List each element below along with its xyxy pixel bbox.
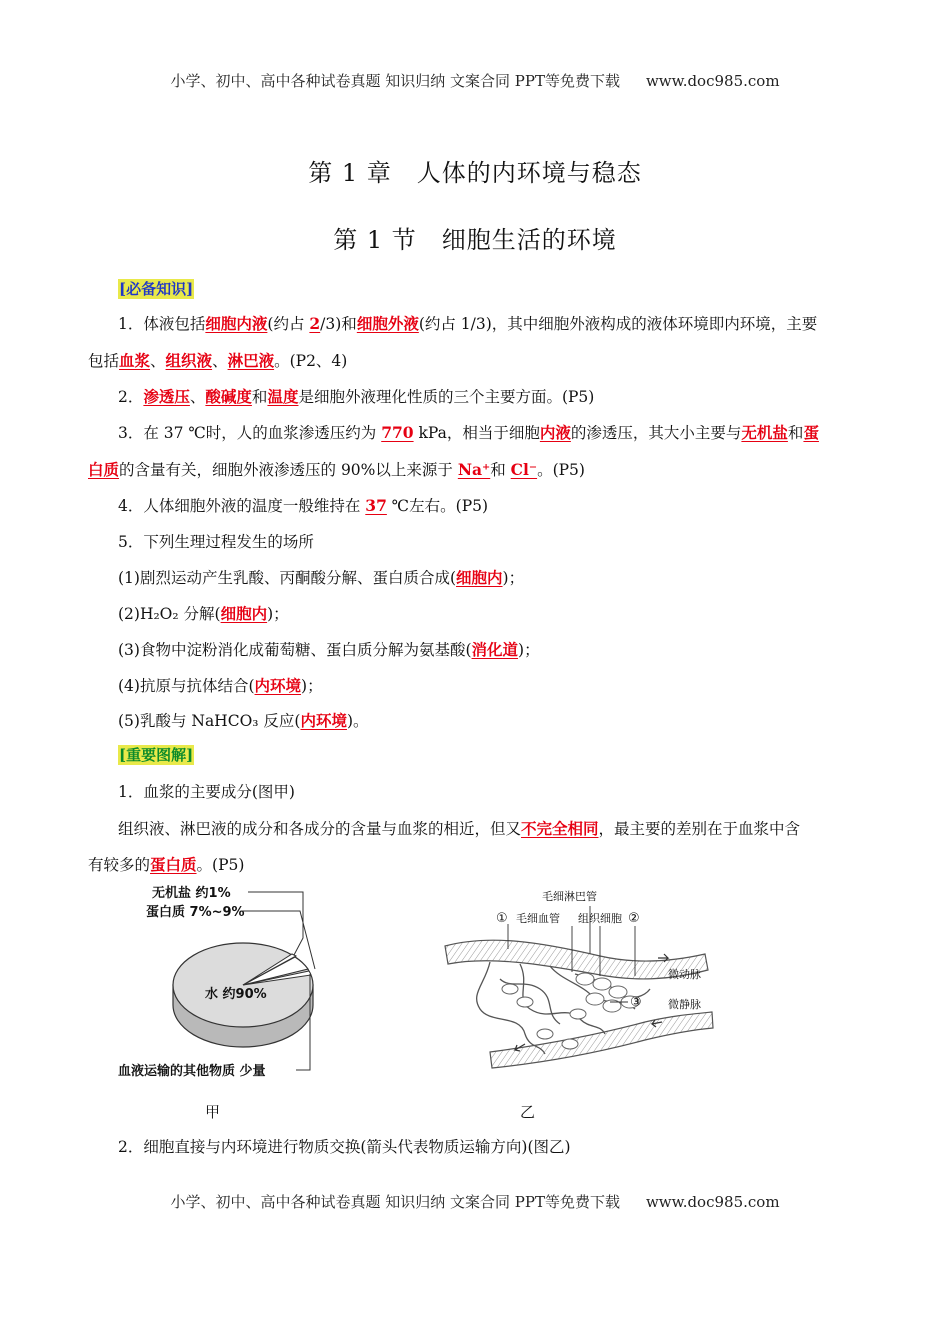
knowledge-item-4 — [118, 495, 898, 517]
answer: 组织液 — [165, 351, 213, 370]
answer: 细胞内 — [220, 604, 268, 623]
label-protein: 蛋白质 7%~9% — [146, 905, 245, 920]
text: (5)乳酸与 NaHCO₃ 反应( — [118, 712, 301, 730]
text: 和 — [490, 461, 511, 479]
label-n2: ② — [628, 911, 640, 926]
label-venule: 微静脉 — [668, 998, 701, 1011]
answer: 770 — [381, 423, 414, 442]
answer: 白质 — [88, 460, 120, 479]
knowledge-item-5-4 — [118, 675, 898, 697]
text: 、 — [189, 388, 206, 406]
answer: 无机盐 — [741, 423, 788, 442]
answer: 渗透压 — [143, 387, 190, 406]
answer: 内液 — [539, 423, 571, 442]
text: )； — [301, 677, 323, 695]
text: 和 — [251, 388, 268, 406]
section-title: 第 1 节 细胞生活的环境 — [333, 226, 617, 254]
text: 是细胞外液理化性质的三个主要方面。(P5) — [298, 388, 595, 406]
label-lymph-capillary: 毛细淋巴管 — [542, 890, 597, 903]
answer: 消化道 — [471, 640, 519, 659]
diagram-item-1-text-cont — [88, 854, 868, 876]
text: 有较多的 — [88, 856, 151, 874]
page-footer — [0, 1191, 950, 1212]
text: 和 — [787, 424, 804, 442]
page-header — [0, 70, 950, 91]
knowledge-item-2 — [118, 386, 898, 408]
text: 2． — [118, 388, 144, 406]
text: 、 — [150, 352, 166, 370]
knowledge-item-5-1 — [118, 567, 898, 589]
text: 包括 — [88, 352, 120, 370]
text: 的含量有关，细胞外液渗透压的 90%以上来源于 — [119, 461, 458, 479]
text: (约占 1/3)，其中细胞外液构成的液体环境即内环境，主要 — [418, 315, 818, 333]
text: )； — [518, 641, 540, 659]
answer: 细胞外液 — [356, 314, 419, 333]
chapter-title: 第 1 章 人体的内环境与稳态 — [308, 159, 642, 187]
label-salt: 无机盐 约1% — [152, 886, 231, 901]
knowledge-item-5-5 — [118, 710, 898, 732]
label-arteriole: 微动脉 — [668, 968, 701, 981]
caption-yi: 乙 — [520, 1103, 536, 1121]
text: 4．人体细胞外液的温度一般维持在 — [118, 497, 366, 515]
answer: 酸碱度 — [205, 387, 252, 406]
text: ，最主要的差别在于血浆中含 — [598, 820, 801, 838]
text: )； — [502, 569, 525, 587]
answer: 不完全相同 — [521, 819, 599, 838]
text: 、 — [212, 352, 228, 370]
text: /3)和 — [320, 315, 357, 333]
knowledge-item-5-2 — [118, 603, 898, 625]
text: (4)抗原与抗体结合( — [118, 677, 255, 695]
text: ℃左右。(P5) — [386, 497, 489, 515]
venule-vessel — [490, 1012, 713, 1068]
text: (1)剧烈运动产生乳酸、丙酮酸分解、蛋白质合成( — [118, 569, 457, 587]
footer-site[interactable]: www.doc985.com — [645, 1193, 780, 1211]
text: kPa，相当于细胞 — [413, 424, 540, 442]
label-n3: ③ — [630, 995, 642, 1010]
caption-jia: 甲 — [205, 1103, 221, 1121]
figure-yi-diagram — [430, 884, 715, 1084]
text: 。(P5) — [196, 856, 245, 874]
text: (2)H₂O₂ 分解( — [118, 605, 221, 623]
diagram-item-2-title: 2．细胞直接与内环境进行物质交换(箭头代表物质运输方向)(图乙) — [118, 1138, 571, 1156]
answer: 37 — [365, 496, 387, 515]
footer-text: 小学、初中、高中各种试卷真题 知识归纳 文案合同 PPT等免费下载 — [170, 1193, 620, 1211]
knowledge-item-5-title: 5．下列生理过程发生的场所 — [118, 533, 314, 551]
header-site[interactable]: www.doc985.com — [645, 72, 780, 90]
answer: Cl⁻ — [510, 460, 538, 479]
knowledge-item-5-3 — [118, 639, 898, 661]
label-capillary: 毛细血管 — [516, 912, 560, 925]
answer: 细胞内液 — [205, 314, 268, 333]
text: )。 — [346, 712, 369, 730]
diagrams-tag: [重要图解] — [119, 746, 194, 764]
text: 的渗透压，其大小主要与 — [570, 424, 742, 442]
diagram-item-1-text — [118, 818, 898, 840]
knowledge-item-1 — [118, 313, 898, 335]
label-water: 水 约90% — [205, 987, 267, 1002]
answer: 蛋白质 — [150, 855, 197, 874]
text: (3)食物中淀粉消化成葡萄糖、蛋白质分解为氨基酸( — [118, 641, 472, 659]
text: )； — [267, 605, 289, 623]
answer: 蛋 — [803, 423, 819, 442]
text: 组织液、淋巴液的成分和各成分的含量与血浆的相近，但又 — [118, 820, 522, 838]
knowledge-item-3-cont — [88, 459, 868, 481]
text: 。(P2、4) — [274, 352, 348, 370]
label-other: 血液运输的其他物质 少量 — [118, 1064, 266, 1079]
answer: 内环境 — [254, 676, 302, 695]
answer: Na⁺ — [457, 460, 491, 479]
label-n1: ① — [496, 911, 508, 926]
text: (约占 — [267, 315, 310, 333]
answer: 内环境 — [300, 711, 347, 730]
answer: 血浆 — [119, 351, 151, 370]
answer: 2 — [309, 314, 321, 333]
knowledge-item-3 — [118, 422, 898, 444]
answer: 温度 — [267, 387, 299, 406]
label-cells: 组织细胞 — [578, 912, 622, 925]
answer: 淋巴液 — [227, 351, 275, 370]
text: 1．体液包括 — [118, 315, 206, 333]
text: 3．在 37 ℃时，人的血浆渗透压约为 — [118, 424, 382, 442]
diagram-item-1-title: 1．血浆的主要成分(图甲) — [118, 783, 295, 801]
header-text: 小学、初中、高中各种试卷真题 知识归纳 文案合同 PPT等免费下载 — [170, 72, 620, 90]
figure-jia-pie-chart — [110, 880, 340, 1085]
knowledge-item-1-cont — [88, 350, 868, 372]
text: 。(P5) — [537, 461, 585, 479]
knowledge-tag: [必备知识] — [119, 280, 194, 298]
answer: 细胞内 — [456, 568, 503, 587]
